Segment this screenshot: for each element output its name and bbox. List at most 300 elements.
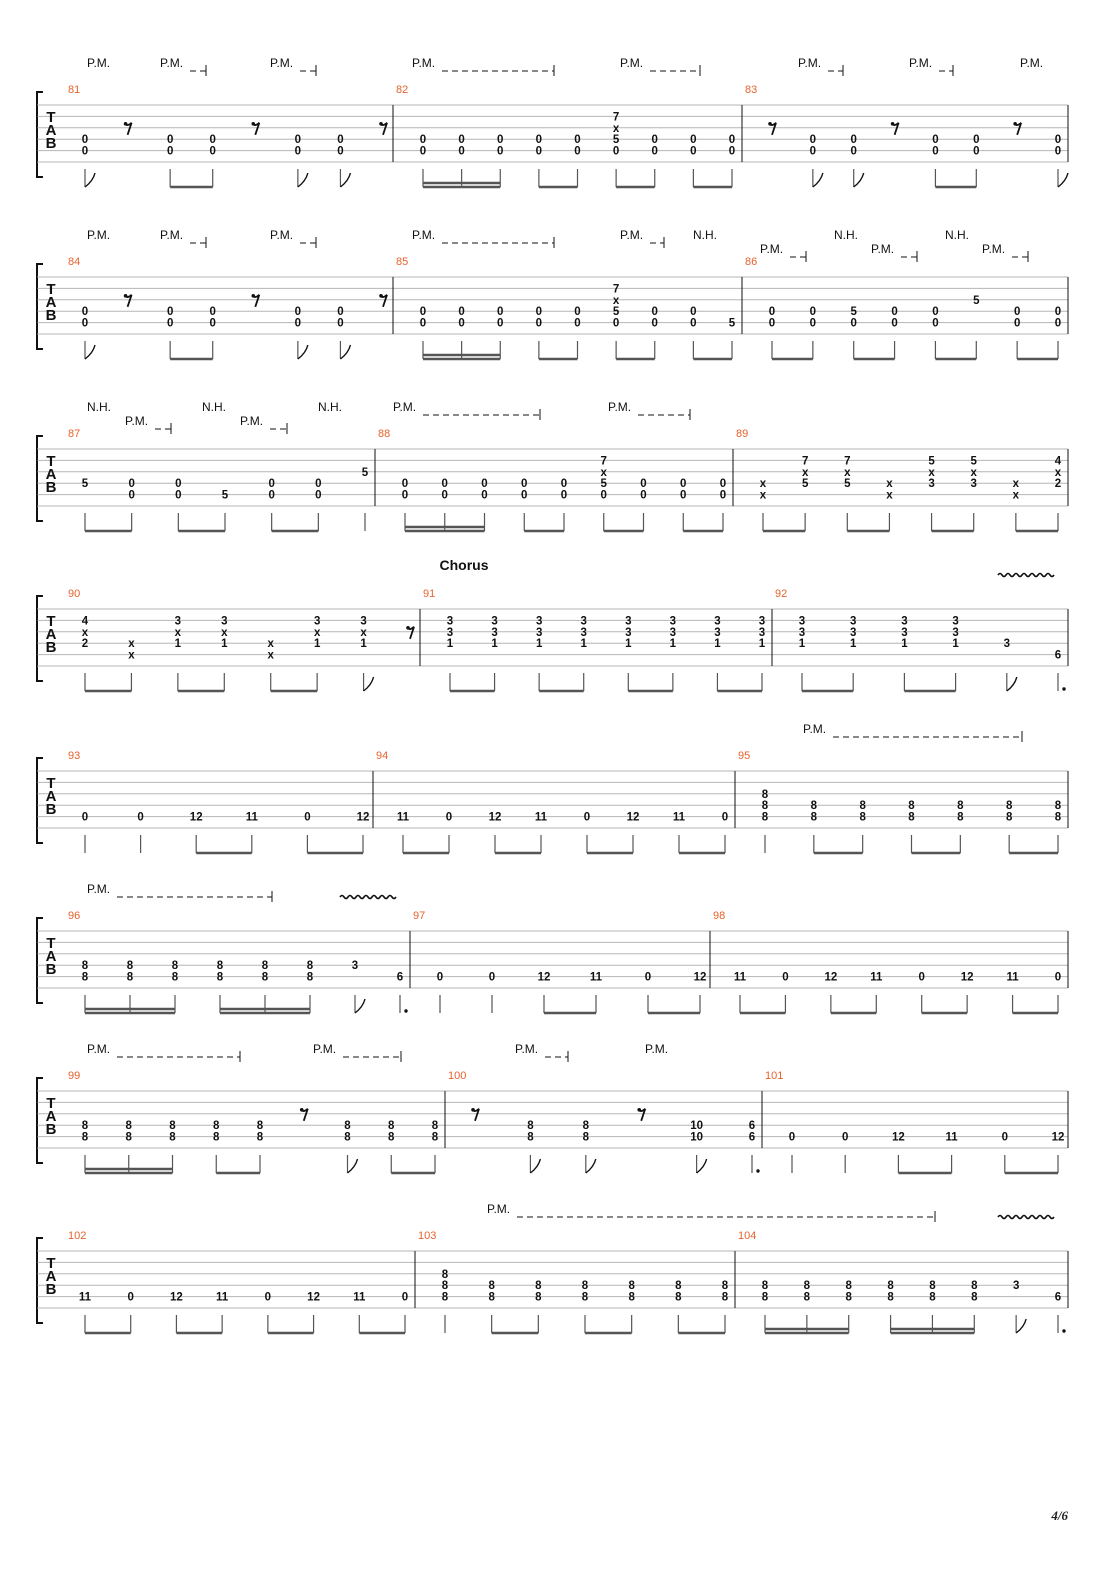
dotted-note-dot <box>404 1009 407 1012</box>
fret-number: 1 <box>625 638 632 651</box>
fret-number: 3 <box>901 626 908 639</box>
fret-number: 0 <box>768 317 776 330</box>
fret-number: 0 <box>651 306 658 319</box>
fret-number: 0 <box>268 489 275 502</box>
fret-number: 8 <box>535 1291 542 1304</box>
fret-number: 8 <box>169 1120 176 1133</box>
fret-number: 1 <box>849 638 857 651</box>
fret-number: 3 <box>952 615 959 628</box>
dead-note: x <box>313 626 321 639</box>
fret-number: 3 <box>952 626 959 639</box>
fret-number: 3 <box>625 626 632 639</box>
fret-number: 0 <box>209 317 216 330</box>
fret-number: 0 <box>782 971 789 984</box>
fret-number: 3 <box>221 615 228 628</box>
fret-number: 11 <box>534 811 548 824</box>
fret-number: 8 <box>761 788 769 801</box>
palm-mute-label: P.M. <box>240 414 264 428</box>
fret-number: 8 <box>171 960 179 973</box>
fret-number: 0 <box>209 134 216 147</box>
fret-number: 8 <box>721 1280 729 1293</box>
fret-number: 3 <box>928 478 935 491</box>
fret-number: 0 <box>294 134 302 147</box>
fret-number: 7 <box>612 111 620 124</box>
fret-number: 0 <box>175 489 182 502</box>
fret-number: 0 <box>973 134 980 147</box>
fret-number: 0 <box>401 489 409 502</box>
fret-number: 8 <box>887 1291 894 1304</box>
rest-symbol-dot <box>124 294 128 298</box>
measure-number: 89 <box>736 428 749 440</box>
fret-number: 0 <box>128 478 135 491</box>
fret-number: 0 <box>1054 134 1062 147</box>
fret-number: 0 <box>209 306 216 319</box>
note-flag <box>586 1159 596 1173</box>
measure-number: 102 <box>68 1230 87 1242</box>
fret-number: 0 <box>128 489 135 502</box>
fret-number: 8 <box>810 811 818 824</box>
fret-number: 8 <box>929 1291 936 1304</box>
fret-number: 0 <box>137 811 144 824</box>
rest-symbol-dot <box>471 1108 475 1112</box>
fret-number: 5 <box>728 317 736 330</box>
fret-number: 0 <box>1054 306 1062 319</box>
fret-number: 8 <box>721 1291 729 1304</box>
fret-number: 8 <box>1005 800 1013 813</box>
measure-number: 97 <box>413 910 426 922</box>
fret-number: 3 <box>580 626 587 639</box>
fret-number: 0 <box>932 134 939 147</box>
fret-number: 12 <box>693 971 707 984</box>
fret-number: 0 <box>419 317 427 330</box>
fret-number: 8 <box>761 800 769 813</box>
fret-number: 0 <box>850 134 857 147</box>
note-flag <box>340 173 350 187</box>
fret-number: 5 <box>928 455 935 468</box>
fret-number: 8 <box>344 1120 351 1133</box>
fret-number: 3 <box>360 615 367 628</box>
fret-number: 3 <box>446 615 454 628</box>
fret-number: 0 <box>294 145 302 158</box>
fret-number: 7 <box>801 455 809 468</box>
tab-clef-letter: A <box>45 626 57 643</box>
fret-number: 0 <box>337 134 344 147</box>
palm-mute-label: P.M. <box>270 228 294 242</box>
fret-number: 0 <box>719 478 727 491</box>
tab-clef-letter: T <box>46 281 56 298</box>
fret-number: 12 <box>189 811 203 824</box>
fret-number: 12 <box>170 1291 183 1304</box>
fret-number: 3 <box>174 615 182 628</box>
fret-number: 7 <box>600 455 607 468</box>
fret-number: 5 <box>612 134 620 147</box>
fret-number: 11 <box>216 1291 229 1304</box>
fret-number: 8 <box>908 811 915 824</box>
tab-clef-letter: T <box>46 453 56 470</box>
fret-number: 5 <box>221 489 229 502</box>
fret-number: 12 <box>488 811 502 824</box>
fret-number: 3 <box>849 626 857 639</box>
natural-harmonic-label: N.H. <box>87 400 111 414</box>
fret-number: 12 <box>356 811 370 824</box>
fret-number: 0 <box>81 317 89 330</box>
dead-note: x <box>600 466 607 479</box>
fret-number: 8 <box>431 1120 439 1133</box>
fret-number: 0 <box>81 811 89 824</box>
palm-mute-label: P.M. <box>270 56 294 70</box>
fret-number: 0 <box>401 478 409 491</box>
fret-number: 0 <box>497 317 504 330</box>
fret-number: 8 <box>761 1280 769 1293</box>
fret-number: 8 <box>810 800 818 813</box>
measure-number: 85 <box>396 256 409 268</box>
fret-number: 0 <box>721 811 729 824</box>
palm-mute-label: P.M. <box>87 56 111 70</box>
fret-number: 0 <box>458 317 465 330</box>
fret-number: 8 <box>388 1131 395 1144</box>
fret-number: 0 <box>535 317 543 330</box>
fret-number: 8 <box>441 1268 449 1281</box>
fret-number: 7 <box>844 455 851 468</box>
fret-number: 8 <box>441 1280 449 1293</box>
fret-number: 0 <box>315 478 322 491</box>
fret-number: 8 <box>761 1291 769 1304</box>
note-flag <box>355 999 365 1013</box>
fret-number: 5 <box>801 478 809 491</box>
fret-number: 0 <box>651 317 658 330</box>
fret-number: 0 <box>481 489 488 502</box>
measure-number: 83 <box>745 84 758 96</box>
tab-clef-letter: B <box>45 1281 57 1298</box>
note-flag <box>85 345 95 359</box>
fret-number: 0 <box>521 478 528 491</box>
fret-number: 12 <box>960 971 974 984</box>
measure-number: 101 <box>765 1070 784 1082</box>
fret-number: 8 <box>957 800 964 813</box>
tab-clef-letter: T <box>46 1255 56 1272</box>
fret-number: 8 <box>527 1131 534 1144</box>
fret-number: 8 <box>1054 811 1062 824</box>
tab-clef-letter: T <box>46 775 56 792</box>
fret-number: 5 <box>361 466 369 479</box>
tab-clef-letter: A <box>45 1108 57 1125</box>
fret-number: 3 <box>714 626 721 639</box>
fret-number: 1 <box>798 638 806 651</box>
rest-symbol-dot <box>768 122 772 126</box>
rest-symbol-dot <box>406 626 410 630</box>
measure-number: 94 <box>376 750 389 762</box>
fret-number: 0 <box>458 145 465 158</box>
fret-number: 0 <box>1054 145 1062 158</box>
fret-number: 8 <box>488 1280 495 1293</box>
fret-number: 0 <box>932 317 939 330</box>
fret-number: 3 <box>535 615 543 628</box>
tab-clef-letter: B <box>45 961 57 978</box>
fret-number: 8 <box>256 1120 264 1133</box>
fret-number: 11 <box>1006 971 1019 984</box>
measure-number: 91 <box>423 588 436 600</box>
fret-number: 0 <box>419 145 427 158</box>
fret-number: 0 <box>850 145 857 158</box>
palm-mute-label: P.M. <box>313 1042 337 1056</box>
fret-number: 8 <box>675 1280 682 1293</box>
tab-clef-letter: B <box>45 135 57 152</box>
palm-mute-label: P.M. <box>393 400 417 414</box>
measure-number: 84 <box>68 256 81 268</box>
measure-number: 100 <box>448 1070 467 1082</box>
fret-number: 8 <box>628 1280 635 1293</box>
fret-number: 8 <box>81 1131 89 1144</box>
fret-number: 1 <box>714 638 721 651</box>
fret-number: 5 <box>600 478 607 491</box>
palm-mute-label: P.M. <box>487 1202 511 1216</box>
dotted-note-dot <box>1062 1329 1065 1332</box>
fret-number: 0 <box>651 145 658 158</box>
fret-number: 5 <box>973 294 980 307</box>
fret-number: 0 <box>690 134 697 147</box>
tab-clef-letter: A <box>45 466 57 483</box>
fret-number: 3 <box>535 626 543 639</box>
palm-mute-label: P.M. <box>608 400 632 414</box>
palm-mute-label: P.M. <box>412 228 436 242</box>
fret-number: 0 <box>481 478 488 491</box>
tab-clef-letter: A <box>45 948 57 965</box>
fret-number: 8 <box>581 1291 589 1304</box>
dead-note: x <box>759 489 767 502</box>
fret-number: 0 <box>436 971 444 984</box>
fret-number: 1 <box>491 638 498 651</box>
fret-number: 0 <box>166 134 174 147</box>
fret-number: 0 <box>315 489 322 502</box>
page-number: 4/6 <box>1051 1508 1068 1523</box>
fret-number: 8 <box>213 1120 220 1133</box>
fret-number: 11 <box>672 811 686 824</box>
fret-number: 11 <box>245 811 258 824</box>
natural-harmonic-label: N.H. <box>318 400 342 414</box>
fret-number: 3 <box>491 615 498 628</box>
fret-number: 8 <box>216 960 224 973</box>
measure-number: 95 <box>738 750 751 762</box>
fret-number: 3 <box>669 615 677 628</box>
measure-number: 90 <box>68 588 81 600</box>
tab-clef-letter: T <box>46 935 56 952</box>
fret-number: 0 <box>337 145 344 158</box>
fret-number: 0 <box>497 306 504 319</box>
fret-number: 0 <box>441 489 448 502</box>
fret-number: 8 <box>859 800 866 813</box>
fret-number: 5 <box>81 478 89 491</box>
fret-number: 0 <box>690 306 697 319</box>
fret-number: 3 <box>351 960 359 973</box>
fret-number: 0 <box>612 317 620 330</box>
tab-clef-letter: B <box>45 801 57 818</box>
palm-mute-label: P.M. <box>798 56 822 70</box>
tab-clef-letter: A <box>45 294 57 311</box>
fret-number: 0 <box>574 134 581 147</box>
note-flag <box>1058 173 1068 187</box>
fret-number: 0 <box>612 145 620 158</box>
fret-number: 0 <box>535 306 543 319</box>
fret-number: 8 <box>581 1280 589 1293</box>
fret-number: 0 <box>419 134 427 147</box>
fret-number: 2 <box>1054 478 1062 491</box>
note-flag <box>348 1159 358 1173</box>
fret-number: 0 <box>445 811 453 824</box>
fret-number: 3 <box>625 615 632 628</box>
dead-note: x <box>267 638 274 651</box>
fret-number: 8 <box>929 1280 936 1293</box>
palm-mute-label: P.M. <box>160 228 184 242</box>
tab-clef-letter: B <box>45 639 57 656</box>
palm-mute-label: P.M. <box>87 882 111 896</box>
fret-number: 0 <box>127 1291 134 1304</box>
fret-number: 0 <box>680 478 687 491</box>
tab-clef-letter: A <box>45 788 57 805</box>
fret-number: 12 <box>307 1291 320 1304</box>
fret-number: 0 <box>1054 317 1062 330</box>
fret-number: 0 <box>973 145 980 158</box>
fret-number: 0 <box>81 145 89 158</box>
rest-symbol-dot <box>379 294 383 298</box>
fret-number: 0 <box>294 317 302 330</box>
palm-mute-label: P.M. <box>1020 56 1044 70</box>
fret-number: 0 <box>294 306 302 319</box>
fret-number: 1 <box>758 638 766 651</box>
fret-number: 0 <box>81 134 89 147</box>
vibrato-mark <box>998 1216 1054 1219</box>
fret-number: 3 <box>849 615 857 628</box>
fret-number: 0 <box>560 489 568 502</box>
fret-number: 3 <box>758 626 766 639</box>
tab-clef-letter: B <box>45 479 57 496</box>
measure-number: 82 <box>396 84 409 96</box>
dead-note: x <box>844 466 851 479</box>
fret-number: 8 <box>213 1131 220 1144</box>
fret-number: 12 <box>626 811 640 824</box>
palm-mute-label: P.M. <box>871 242 895 256</box>
fret-number: 0 <box>583 811 591 824</box>
fret-number: 0 <box>574 306 581 319</box>
fret-number: 7 <box>612 283 620 296</box>
fret-number: 8 <box>81 971 89 984</box>
palm-mute-label: P.M. <box>803 722 827 736</box>
fret-number: 8 <box>261 971 269 984</box>
dead-note: x <box>174 626 182 639</box>
dead-note: x <box>970 466 977 479</box>
palm-mute-label: P.M. <box>160 56 184 70</box>
fret-number: 12 <box>892 1131 905 1144</box>
fret-number: 0 <box>651 134 658 147</box>
fret-number: 10 <box>690 1131 703 1144</box>
natural-harmonic-label: N.H. <box>834 228 858 242</box>
fret-number: 0 <box>918 971 925 984</box>
fret-number: 8 <box>845 1291 852 1304</box>
fret-number: 3 <box>1012 1280 1020 1293</box>
fret-number: 0 <box>891 317 898 330</box>
fret-number: 6 <box>1054 1291 1062 1304</box>
fret-number: 8 <box>1005 811 1013 824</box>
fret-number: 0 <box>809 317 817 330</box>
fret-number: 0 <box>680 489 687 502</box>
fret-number: 5 <box>612 306 620 319</box>
fret-number: 4 <box>81 615 89 628</box>
fret-number: 0 <box>690 317 697 330</box>
natural-harmonic-label: N.H. <box>202 400 226 414</box>
dead-note: x <box>1012 478 1020 491</box>
fret-number: 8 <box>971 1280 978 1293</box>
measure-number: 92 <box>775 588 788 600</box>
fret-number: 0 <box>337 317 344 330</box>
fret-number: 6 <box>748 1120 756 1133</box>
palm-mute-label: P.M. <box>125 414 149 428</box>
fret-number: 8 <box>126 960 134 973</box>
fret-number: 8 <box>125 1120 132 1133</box>
fret-number: 0 <box>304 811 311 824</box>
fret-number: 5 <box>844 478 851 491</box>
measure-number: 99 <box>68 1070 81 1082</box>
fret-number: 1 <box>580 638 587 651</box>
rest-symbol-dot <box>379 122 383 126</box>
fret-number: 8 <box>261 960 269 973</box>
fret-number: 8 <box>488 1291 495 1304</box>
fret-number: 1 <box>952 638 959 651</box>
fret-number: 11 <box>78 1291 92 1304</box>
measure-number: 98 <box>713 910 726 922</box>
fret-number: 8 <box>535 1280 542 1293</box>
fret-number: 0 <box>809 306 817 319</box>
fret-number: 6 <box>748 1131 756 1144</box>
fret-number: 0 <box>574 317 581 330</box>
measure-number: 104 <box>738 1230 757 1242</box>
rest-symbol-dot <box>124 122 128 126</box>
fret-number: 0 <box>268 478 275 491</box>
palm-mute-label: P.M. <box>982 242 1006 256</box>
palm-mute-label: P.M. <box>620 228 644 242</box>
fret-number: 4 <box>1054 455 1062 468</box>
fret-number: 0 <box>1013 306 1021 319</box>
fret-number: 8 <box>431 1131 439 1144</box>
fret-number: 0 <box>1013 317 1021 330</box>
fret-number: 0 <box>560 478 568 491</box>
fret-number: 0 <box>809 145 817 158</box>
note-flag <box>1007 677 1017 691</box>
fret-number: 11 <box>733 971 747 984</box>
fret-number: 0 <box>441 478 448 491</box>
fret-number: 3 <box>1003 638 1011 651</box>
dead-note: x <box>886 489 893 502</box>
section-heading: Chorus <box>439 557 489 573</box>
fret-number: 0 <box>850 317 857 330</box>
rest-symbol-dot <box>637 1108 641 1112</box>
note-flag <box>298 345 308 359</box>
measure-number: 88 <box>378 428 391 440</box>
fret-number: 8 <box>582 1120 590 1133</box>
fret-number: 0 <box>166 145 174 158</box>
fret-number: 8 <box>582 1131 590 1144</box>
dotted-note-dot <box>756 1169 759 1172</box>
fret-number: 3 <box>669 626 677 639</box>
fret-number: 3 <box>901 615 908 628</box>
fret-number: 8 <box>126 971 134 984</box>
fret-number: 0 <box>488 971 496 984</box>
rest-symbol-dot <box>300 1108 304 1112</box>
note-flag <box>1016 1319 1026 1333</box>
fret-number: 0 <box>932 145 939 158</box>
fret-number: 3 <box>580 615 587 628</box>
fret-number: 0 <box>932 306 939 319</box>
fret-number: 6 <box>1054 649 1062 662</box>
fret-number: 0 <box>337 306 344 319</box>
